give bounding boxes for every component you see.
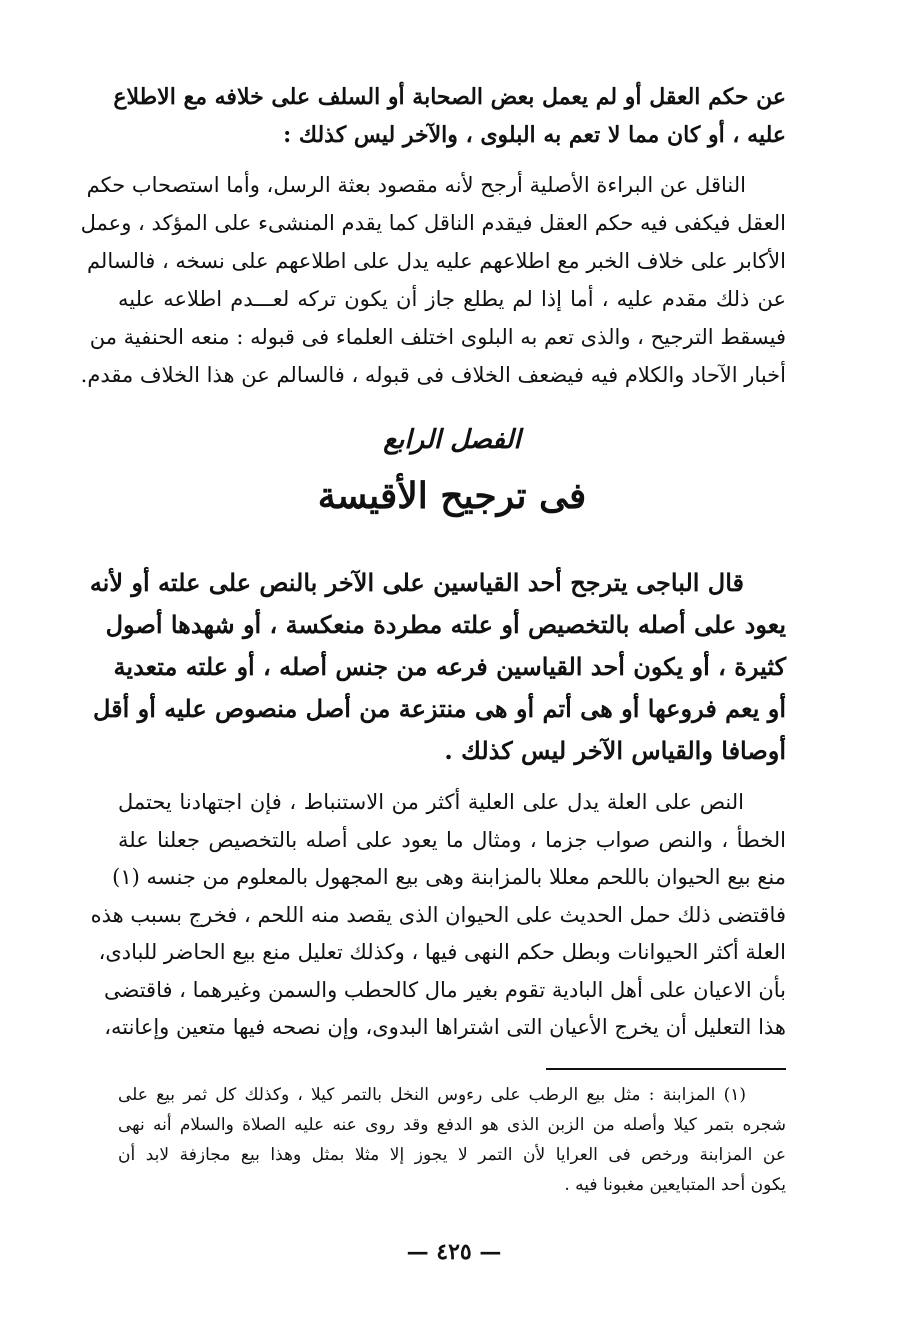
- text-line: العلة أكثر الحيوانات وبطل حكم النهى فيها ، وكذلك تعليل منع بيع الحاضر للبادى،: [98, 940, 786, 964]
- paragraph-continuation: [113, 78, 786, 154]
- footnote-line: (١) المزابنة : مثل بيع الرطب على رءوس النخل بالتمر كيلا ، وكذلك كل ثمر بيع على: [118, 1085, 746, 1105]
- text-line: العقل فيكفى فيه حكم العقل فيقدم الناقل كما يقدم المنشىء على المؤكد ، وعمل: [80, 211, 786, 235]
- text-line: النص على العلة يدل على العلية أكثر من الاستنباط ، فإن اجتهادنا يحتمل: [118, 790, 744, 814]
- text-line: أخبار الآحاد والكلام فيه فيضعف الخلاف فى قبوله ، فالسالم عن هذا الخلاف مقدم.: [80, 363, 786, 387]
- footnote-line: شجره بتمر كيلا وأصله من الزبن الذى هو الدفع وقد روى عنه عليه الصلاة والسلام أنه نهى: [118, 1115, 786, 1135]
- paragraph-explanation: [80, 166, 786, 394]
- text-line: فاقتضى ذلك حمل الحديث على الحيوان الذى يقصد منه اللحم ، فخرج بسبب هذه: [90, 902, 786, 927]
- text-line: كثيرة ، أو يكون أحد القياسين فرعه من جنس أصله ، أو علته متعدية: [113, 652, 786, 681]
- text-line: أو يعم فروعها أو هى أتم أو هى منتزعة من أصل منصوص عليه أو أقل: [92, 694, 786, 723]
- paragraph-commentary: [90, 784, 786, 1047]
- text-line: الخطأ ، والنص صواب جزما ، ومثال ما يعود على أصله بالتخصيص جعلنا علة: [118, 827, 786, 852]
- text-line: الأكابر على خلاف الخبر مع اطلاعهم عليه يدل على اطلاعهم على نسخه ، فالسالم: [86, 249, 786, 273]
- paragraph-main-statement: [89, 562, 786, 772]
- chapter-title: فى ترجيح الأقيسة: [317, 475, 587, 517]
- text-line: يعود على أصله بالتخصيص أو علته مطردة منعكسة ، أو شهدها أصول: [105, 610, 786, 639]
- text-line: قال الباجى يترجح أحد القياسين على الآخر بالنص على علته أو لأنه: [89, 568, 744, 597]
- footnote-divider: [546, 1068, 786, 1070]
- text-line: فيسقط الترجيح ، والذى تعم به البلوى اختلف العلماء فى قبوله : منعه الحنفية من: [89, 325, 786, 349]
- text-line: الناقل عن البراءة الأصلية أرجح لأنه مقصود بعثة الرسل، وأما استصحاب حكم: [86, 173, 746, 197]
- text-line: منع بيع الحيوان باللحم معللا بالمزابنة وهى بيع المجهول بالمعلوم من جنسه (١): [112, 865, 786, 889]
- text-line: عن ذلك مقدم عليه ، أما إذا لم يطلع جاز أن يكون تركه لعـــدم اطلاعه عليه: [118, 287, 786, 311]
- text-line: أوصافا والقياس الآخر ليس كذلك .: [444, 736, 786, 765]
- footnote-line: عن المزابنة ورخص فى العرايا لأن التمر لا يجوز إلا مثلا بمثل وهذا بيع مجازفة لابد أن: [118, 1145, 786, 1165]
- page-number: — ٤٢٥ —: [406, 1239, 502, 1265]
- chapter-label: الفصل الرابع: [383, 425, 521, 455]
- text-line: عن حكم العقل أو لم يعمل بعض الصحابة أو السلف على خلافه مع الاطلاع: [113, 84, 786, 110]
- footnote-line: يكون أحد المتبايعين مغبونا فيه .: [564, 1175, 786, 1195]
- text-line: عليه ، أو كان مما لا تعم به البلوى ، والآخر ليس كذلك :: [283, 122, 786, 148]
- text-line: بأن الاعيان على أهل البادية تقوم بغير مال كالحطب والسمن وغيرهما ، فاقتضى: [103, 977, 786, 1002]
- text-line: هذا التعليل أن يخرج الأعيان التى اشتراها البدوى، وإن نصحه فيها متعين وإعانته،: [104, 1015, 786, 1039]
- footnotes: [118, 1080, 786, 1200]
